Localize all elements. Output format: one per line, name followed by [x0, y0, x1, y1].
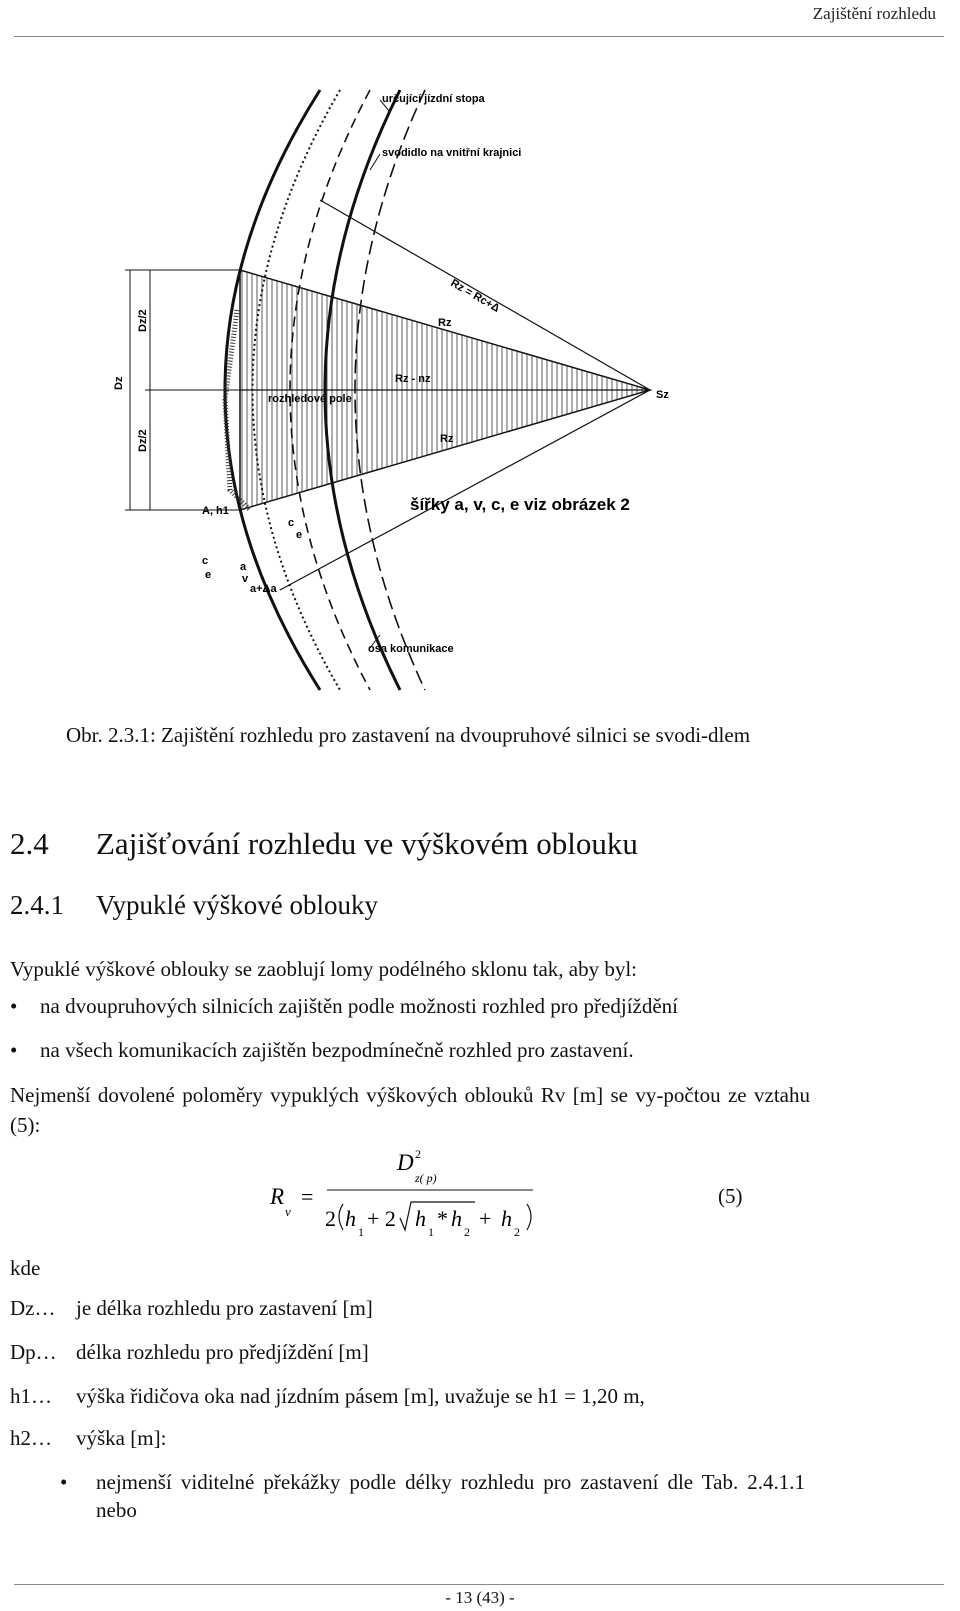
formula-lhs: R [270, 1184, 285, 1209]
formula-num: D [397, 1150, 414, 1175]
subsection-heading [10, 890, 378, 921]
definition-symbol: Dp… [10, 1340, 57, 1364]
formula-h: h [345, 1206, 356, 1231]
formula-h1-sub-b: 1 [428, 1225, 434, 1239]
label-rz: Rz [438, 317, 452, 329]
figure-caption: Obr. 2.3.1: Zajištění rozhledu pro zastavení na dvoupruhové silnici se svodi-dlem [65, 723, 751, 747]
footer-rule [14, 1584, 944, 1585]
formula-equals: = [301, 1184, 314, 1209]
label-rz-lower: Rz [440, 433, 454, 445]
bullet-text: na všech komunikacích zajištěn bezpodmínečně rozhled pro zastavení. [40, 1038, 634, 1062]
definition-text: je délka rozhledu pro zastavení [m] [76, 1296, 373, 1320]
label-e: e [205, 569, 212, 581]
bullet-dot: • [10, 1038, 18, 1062]
formula-lhs-sub: v [285, 1204, 291, 1219]
label-svodidlo: svodidlo na vnitřní krajnici [382, 147, 522, 159]
equation-number: (5) [718, 1184, 743, 1208]
section-number: 2.4 [10, 826, 49, 861]
page-number: - 13 (43) - [445, 1588, 515, 1607]
label-dz-half-top: Dz/2 [137, 309, 149, 332]
definition-row [10, 1426, 166, 1451]
formula-h2-sub-b: 2 [514, 1225, 520, 1239]
label-dz: Dz [113, 376, 125, 390]
bullet-item [10, 1038, 634, 1063]
definition-symbol: Dz… [10, 1296, 56, 1320]
definition-text: délka rozhledu pro předjíždění [m] [76, 1340, 369, 1364]
formula-h-c: h [451, 1206, 462, 1231]
definition-text: výška [m]: [76, 1426, 167, 1450]
bullet-dot: • [60, 1470, 68, 1494]
subsection-title: Vypuklé výškové oblouky [96, 890, 378, 920]
header-rule [14, 36, 944, 37]
road-sight-figure [90, 70, 710, 710]
label-c2: c [288, 517, 295, 529]
formula-den-two: 2 [325, 1206, 336, 1231]
subsection-number: 2.4.1 [10, 890, 64, 920]
formula-star: * [437, 1206, 448, 1231]
sub-bullet-item [60, 1468, 805, 1524]
label-sz: Sz [656, 389, 669, 401]
running-header: Zajištění rozhledu [812, 4, 936, 23]
label-a: a [240, 561, 247, 573]
label-c: c [202, 555, 209, 567]
formula-num-sup: 2 [415, 1147, 421, 1161]
formula-5 [265, 1142, 565, 1242]
intro-paragraph: Vypuklé výškové oblouky se zaoblují lomy podélného sklonu tak, aby byl: [10, 957, 638, 981]
label-rz-eq: Rz = Rc+Δ [448, 277, 502, 315]
section-heading [10, 826, 638, 862]
definition-row [10, 1340, 369, 1365]
definition-text: výška řidičova oka nad jízdním pásem [m], uvažuje se h1 = 1,20 m, [76, 1384, 645, 1408]
label-urcujici-stopa: určující jízdní stopa [382, 93, 485, 105]
label-sirky: šířky a, v, c, e viz obrázek 2 [410, 495, 630, 514]
radius-paragraph: Nejmenší dovolené poloměry vypuklých výškových oblouků Rv [m] se vy-počtou ze vztahu (5): [10, 1083, 810, 1137]
formula-num-sub: z( p) [415, 1171, 437, 1185]
formula-h-b: h [415, 1206, 426, 1231]
formula-h2-sub: 2 [464, 1225, 470, 1239]
formula-h-d: h [501, 1206, 512, 1231]
label-a-h: A, h1 [202, 505, 229, 517]
definition-symbol: h1… [10, 1384, 52, 1408]
kde-label: kde [10, 1256, 41, 1280]
label-dz-half-bottom: Dz/2 [137, 429, 149, 452]
right-paren [527, 1204, 531, 1230]
formula-h1-sub: 1 [358, 1225, 364, 1239]
left-paren [339, 1204, 343, 1230]
section-title: Zajišťování rozhledu ve výškovém oblouku [96, 826, 638, 861]
definition-symbol: h2… [10, 1426, 52, 1450]
definition-row [10, 1296, 373, 1321]
bullet-text: na dvoupruhových silnicích zajištěn podle možnosti rozhled pro předjíždění [40, 994, 678, 1018]
bullet-dot: • [10, 994, 18, 1018]
label-a-delta: a+Δa [250, 583, 277, 595]
definition-row [10, 1384, 645, 1409]
label-e2: e [296, 529, 303, 541]
label-osa: osa komunikace [368, 643, 454, 655]
label-rozhledove-pole: rozhledové pole [268, 393, 352, 405]
sub-bullet-text: nejmenší viditelné překážky podle délky rozhledu pro zastavení dle Tab. 2.4.1.1 nebo [96, 1470, 805, 1522]
formula-plus1: + 2 [367, 1206, 396, 1231]
label-v: v [242, 573, 249, 585]
label-rz-minus-nz: Rz - nz [395, 373, 431, 385]
bullet-item [10, 994, 678, 1019]
formula-plus2: + [479, 1206, 492, 1231]
